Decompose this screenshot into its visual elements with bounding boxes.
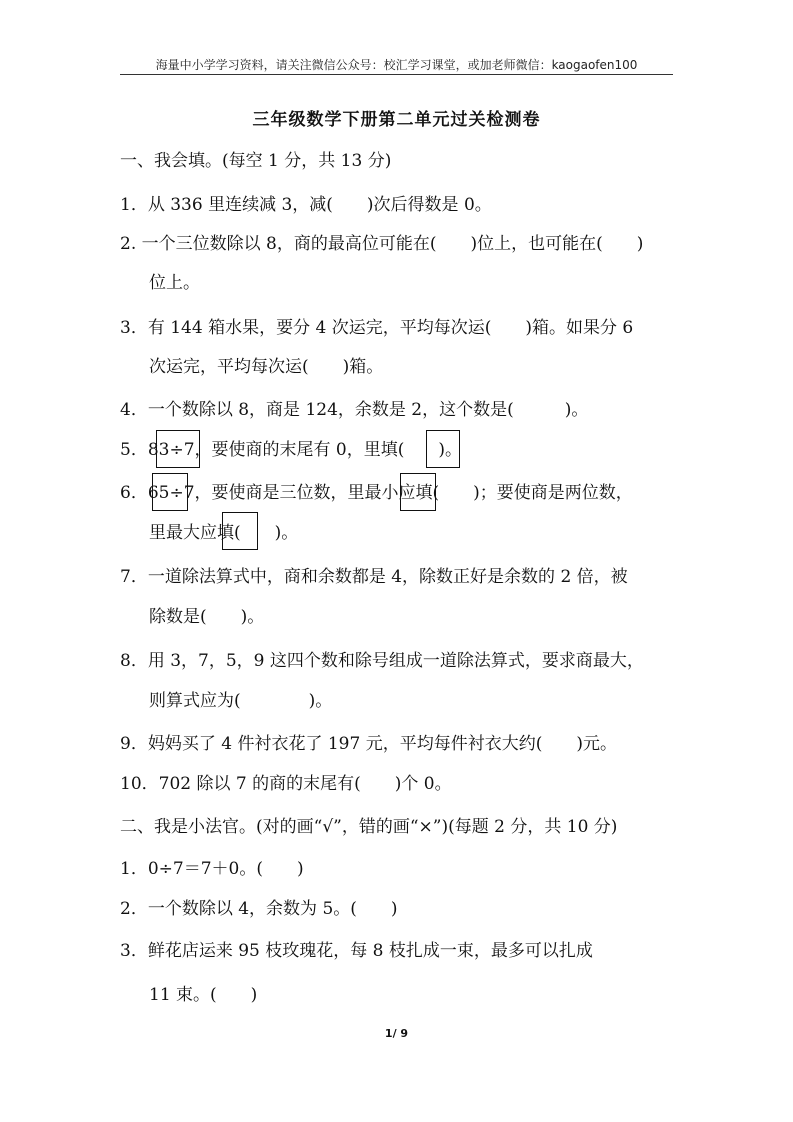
question-1-7-line2: 除数是( )。: [149, 607, 265, 627]
question-1-8-line2: 则算式应为( )。: [149, 691, 333, 711]
question-1-3-line2: 次运完，平均每次运( )箱。: [149, 357, 384, 377]
answer-box-q6-max[interactable]: [222, 512, 258, 550]
question-1-10: 10．702 除以 7 的商的末尾有( )个 0。: [120, 774, 452, 794]
answer-box-q6-min[interactable]: [400, 473, 436, 511]
question-2-3-line2: 11 束。( ): [149, 985, 258, 1005]
page-number: 1/ 9: [384, 1027, 409, 1040]
page-title: 三年级数学下册第二单元过关检测卷: [252, 110, 541, 130]
digit-box-q5-dividend[interactable]: [156, 430, 200, 468]
question-1-2-line1: 2. 一个三位数除以 8，商的最高位可能在( )位上，也可能在( ): [120, 234, 644, 254]
header-divider: [120, 74, 673, 75]
question-1-6-line2: 里最大应填( )。: [149, 523, 299, 543]
question-2-3-line1: 3．鲜花店运来 95 枝玫瑰花，每 8 枝扎成一束，最多可以扎成: [120, 941, 593, 961]
question-1-2-line2: 位上。: [149, 273, 200, 293]
question-1-4: 4．一个数除以 8，商是 124，余数是 2，这个数是( )。: [120, 400, 589, 420]
question-1-8-line1: 8．用 3，7，5，9 这四个数和除号组成一道除法算式，要求商最大，: [120, 651, 644, 671]
question-2-1: 1．0÷7＝7＋0。( ): [120, 859, 304, 879]
question-1-6-line1: 6．65÷7，要使商是三位数，里最小应填( )；要使商是两位数，: [120, 483, 633, 503]
section1-heading: 一、我会填。(每空 1 分，共 13 分): [120, 151, 392, 171]
question-1-1: 1．从 336 里连续减 3，减( )次后得数是 0。: [120, 195, 492, 215]
section2-heading: 二、我是小法官。(对的画“√”，错的画“×”)(每题 2 分，共 10 分): [120, 817, 618, 837]
page-header: 海量中小学学习资料，请关注微信公众号：校汇学习课堂，或加老师微信：kaogaofen100: [155, 58, 638, 72]
question-1-3-line1: 3．有 144 箱水果，要分 4 次运完，平均每次运( )箱。如果分 6: [120, 318, 634, 338]
question-1-7-line1: 7．一道除法算式中，商和余数都是 4，除数正好是余数的 2 倍，被: [120, 567, 628, 587]
question-2-2: 2．一个数除以 4，余数为 5。( ): [120, 899, 398, 919]
answer-box-q5[interactable]: [426, 430, 460, 468]
question-1-9: 9．妈妈买了 4 件衬衣花了 197 元，平均每件衬衣大约( )元。: [120, 734, 617, 754]
question-1-5: 5．83÷7，要使商的末尾有 0，里填( )。: [120, 440, 462, 460]
digit-box-q6-dividend[interactable]: [152, 473, 188, 511]
